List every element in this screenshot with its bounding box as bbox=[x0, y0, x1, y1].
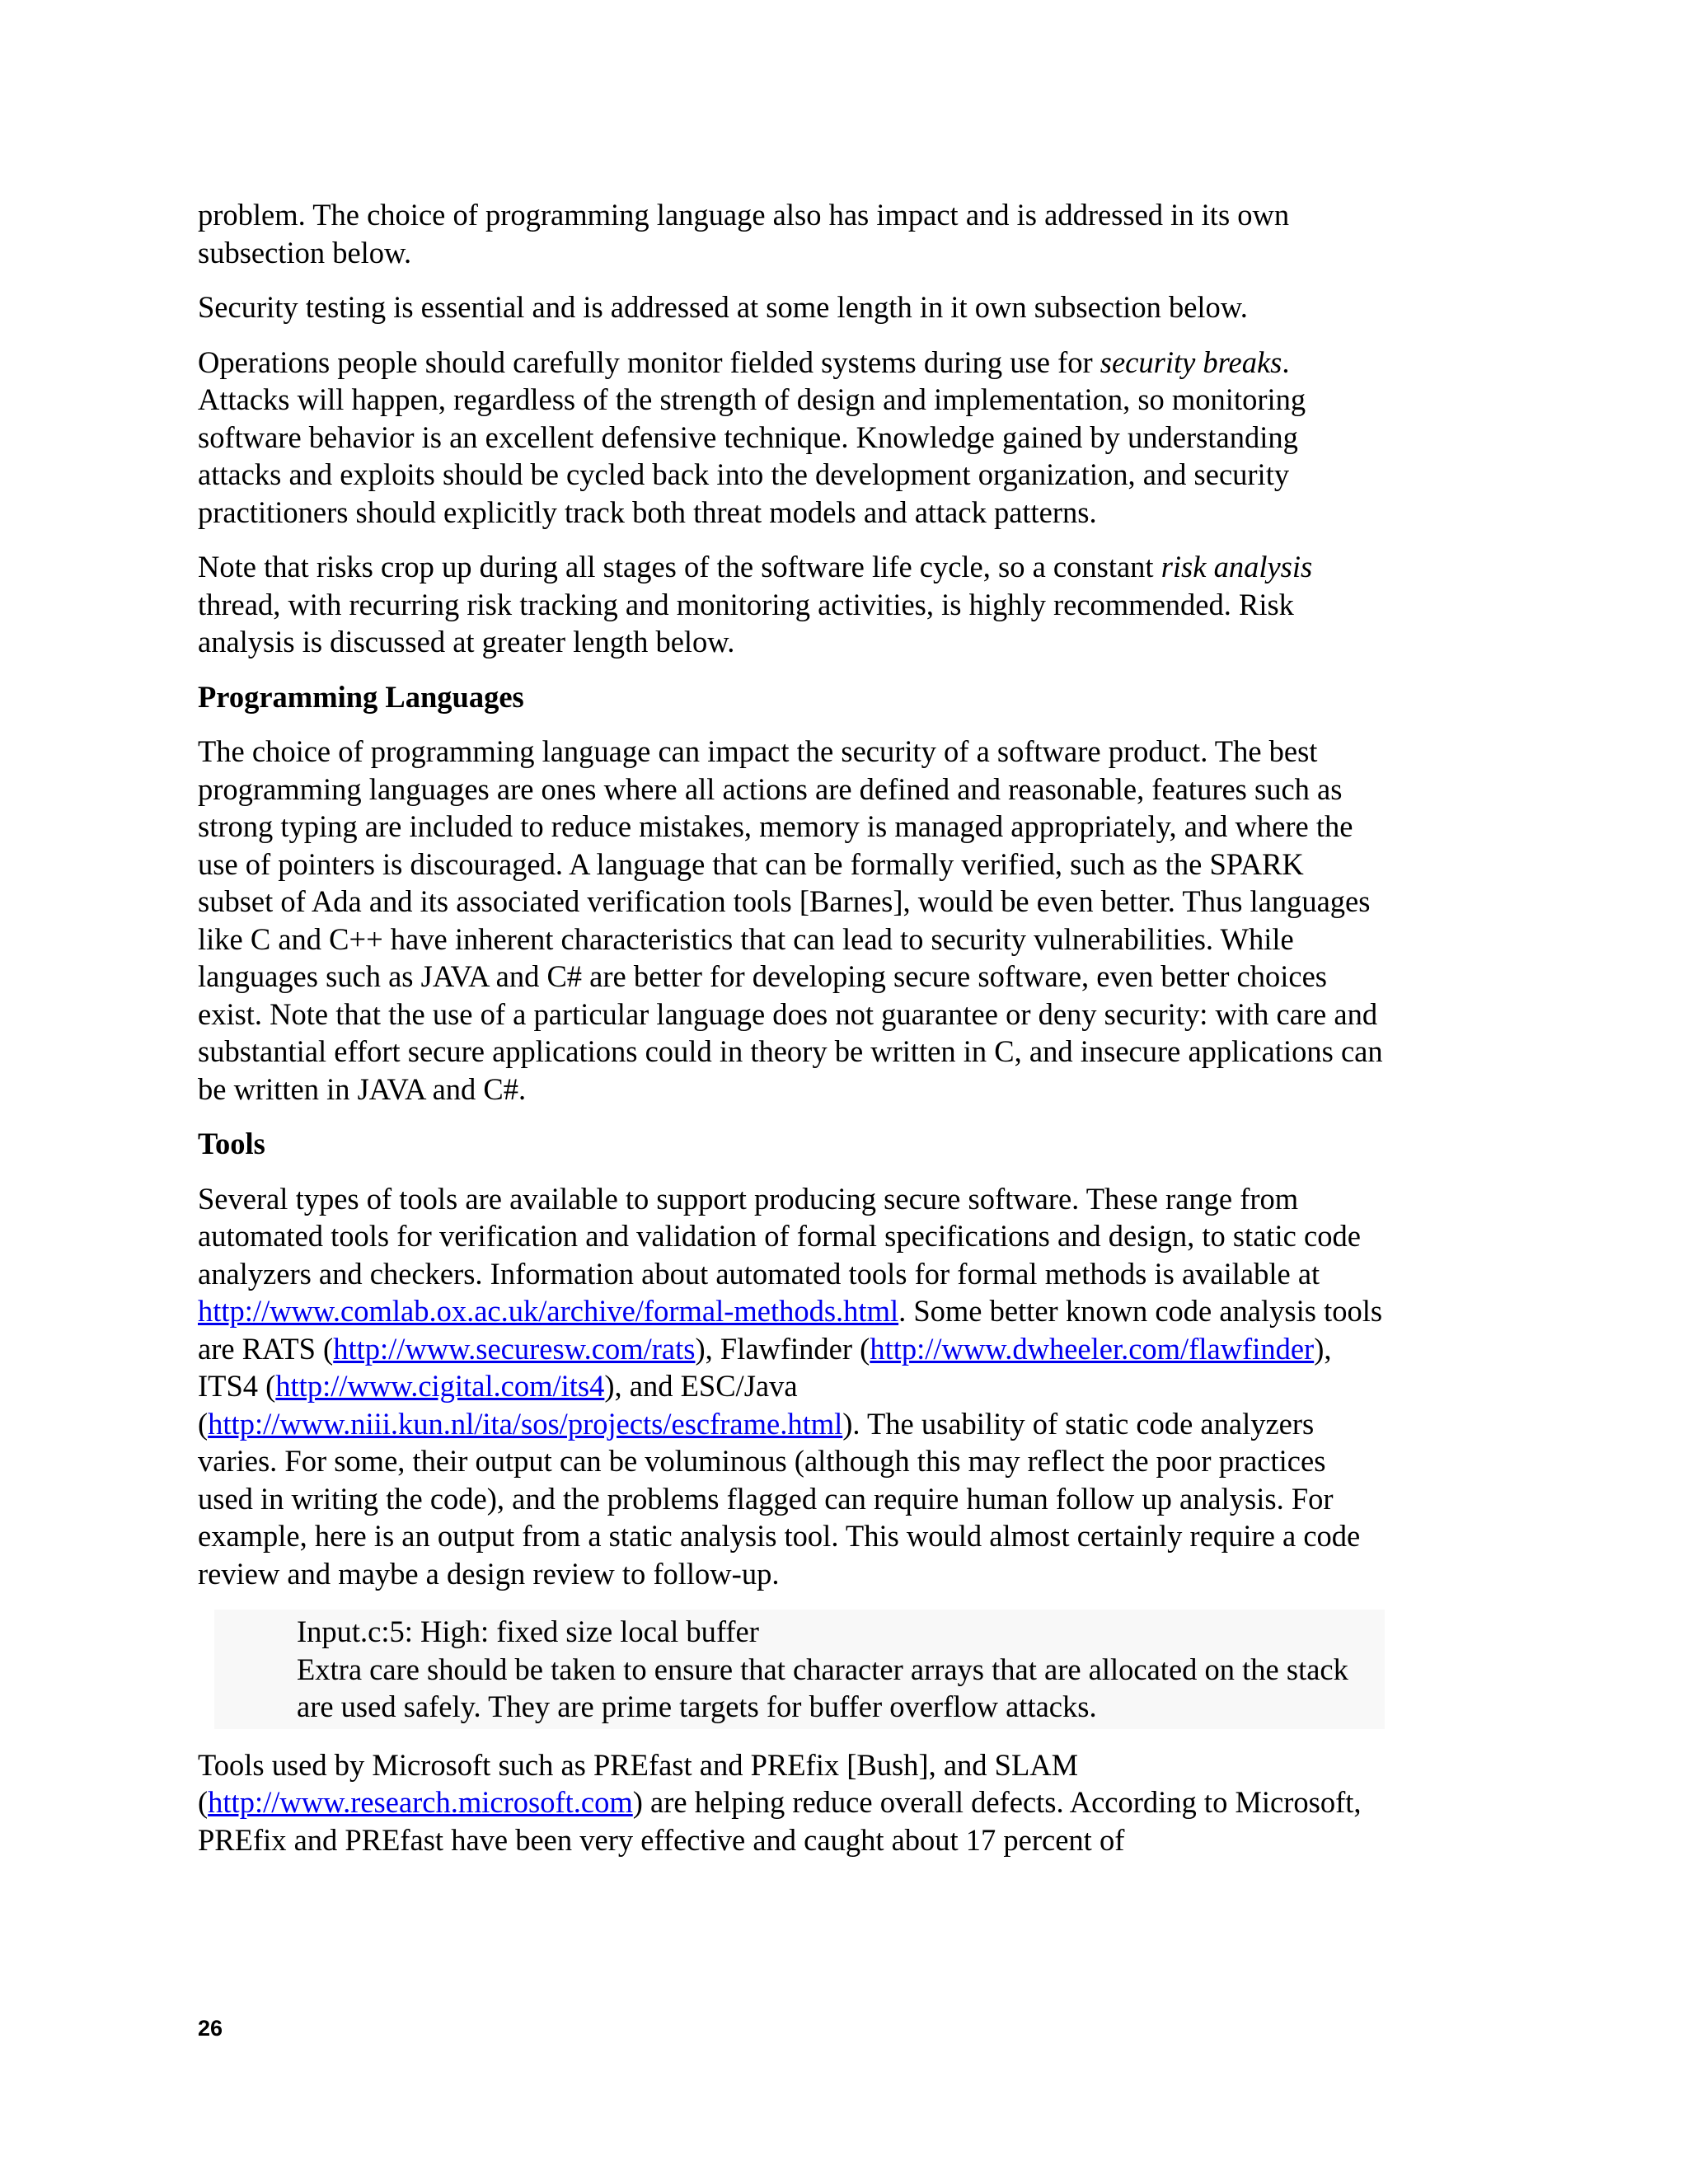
text-span: ) are helping reduce overall defects. According to Microsoft, PREfix and PREfast have been very effective and caught about 17 percent of bbox=[198, 1785, 1362, 1857]
italic-term: risk analysis bbox=[1160, 550, 1313, 583]
text-span: Operations people should carefully monitor fielded systems during use for bbox=[198, 344, 1100, 379]
text-span: . Attacks will happen, regardless of the strength of design and implementation, so monitoring software behavior is an excellent defensive technique. Knowledge gained by understanding attacks and exploits should be cycled back into the development organization, and security practitioners should explicitly track both threat models and attack patterns. bbox=[198, 344, 1306, 529]
link-rats[interactable]: http://www.securesw.com/rats bbox=[333, 1331, 696, 1366]
text-span: Note that risks crop up during all stages of the software life cycle, so a constant bbox=[198, 550, 1161, 583]
paragraph-operations bbox=[198, 344, 1385, 532]
heading-programming-languages: Programming Languages bbox=[198, 679, 524, 714]
page-number: 26 bbox=[198, 2016, 223, 2041]
text-span: ), and ESC/Java ( bbox=[198, 1369, 798, 1441]
paragraph-programming-languages: The choice of programming language can impact the security of a software product. The best programming languages are ones where all actions are defined and reasonable, features such as strong typing are included to reduce mistakes, memory is managed appropriately, and where the use of pointers is discouraged. A language that can be formally verified, such as the SPARK subset of Ada and its associated verification tools [Barnes], would be even better. Thus languages like C and C++ have inherent characteristics that can lead to security vulnerabilities. While languages such as JAVA and C# are better for developing secure software, even better choices exist. Note that the use of a particular language does not guarantee or deny security: with care and substantial effort secure applications could in theory be written in C, and insecure applications can be written in JAVA and C#. bbox=[198, 734, 1383, 1106]
link-flawfinder[interactable]: http://www.dwheeler.com/flawfinder bbox=[870, 1331, 1315, 1366]
text-span: Tools used by Microsoft such as PREfast and PREfix [Bush], and SLAM ( bbox=[198, 1747, 1079, 1819]
heading-tools: Tools bbox=[198, 1127, 265, 1160]
paragraph-microsoft-tools bbox=[198, 1746, 1385, 1859]
paragraph-intro: problem. The choice of programming language also has impact and is addressed in its own subsection below. bbox=[198, 198, 1290, 269]
link-microsoft-research[interactable]: http://www.research.microsoft.com bbox=[208, 1785, 633, 1819]
paragraph-tools bbox=[198, 1180, 1385, 1593]
paragraph-risk-analysis bbox=[198, 548, 1385, 661]
text-span: ). The usability of static code analyzers varies. For some, their output can be voluminous (although this may reflect the poor practices used in writing the code), and the problems flagged can require human follow up analysis. For example, here is an output from a static analysis tool. This would almost certainly require a code review and maybe a design review to follow-up. bbox=[198, 1406, 1361, 1591]
tool-output-line: Extra care should be taken to ensure that character arrays that are allocated on the stack are used safely. They are prime targets for buffer overflow attacks. bbox=[297, 1652, 1348, 1723]
text-span: Several types of tools are available to support producing secure software. These range from automated tools for verification and validation of formal specifications and design, to static code analyzers and checkers. Information about automated tools for formal methods is available at bbox=[198, 1181, 1361, 1291]
paragraph-security-testing: Security testing is essential and is addressed at some length in it own subsection below. bbox=[198, 290, 1248, 324]
link-formal-methods[interactable]: http://www.comlab.ox.ac.uk/archive/formal-methods.html bbox=[198, 1294, 899, 1328]
text-span: ), Flawfinder ( bbox=[695, 1331, 870, 1366]
body-text bbox=[198, 196, 1385, 1858]
italic-term: security breaks bbox=[1100, 344, 1282, 379]
text-span: thread, with recurring risk tracking and monitoring activities, is highly recommended. Risk analysis is discussed at greater length below. bbox=[198, 587, 1294, 658]
tool-output-block bbox=[214, 1610, 1385, 1729]
link-its4[interactable]: http://www.cigital.com/its4 bbox=[275, 1369, 605, 1403]
text-span: ), ITS4 ( bbox=[198, 1331, 1332, 1403]
text-span: . Some better known code analysis tools are RATS ( bbox=[198, 1294, 1383, 1366]
tool-output-line: Input.c:5: High: fixed size local buffer bbox=[297, 1615, 759, 1648]
link-escjava[interactable]: http://www.niii.kun.nl/ita/sos/projects/escframe.html bbox=[208, 1406, 843, 1441]
